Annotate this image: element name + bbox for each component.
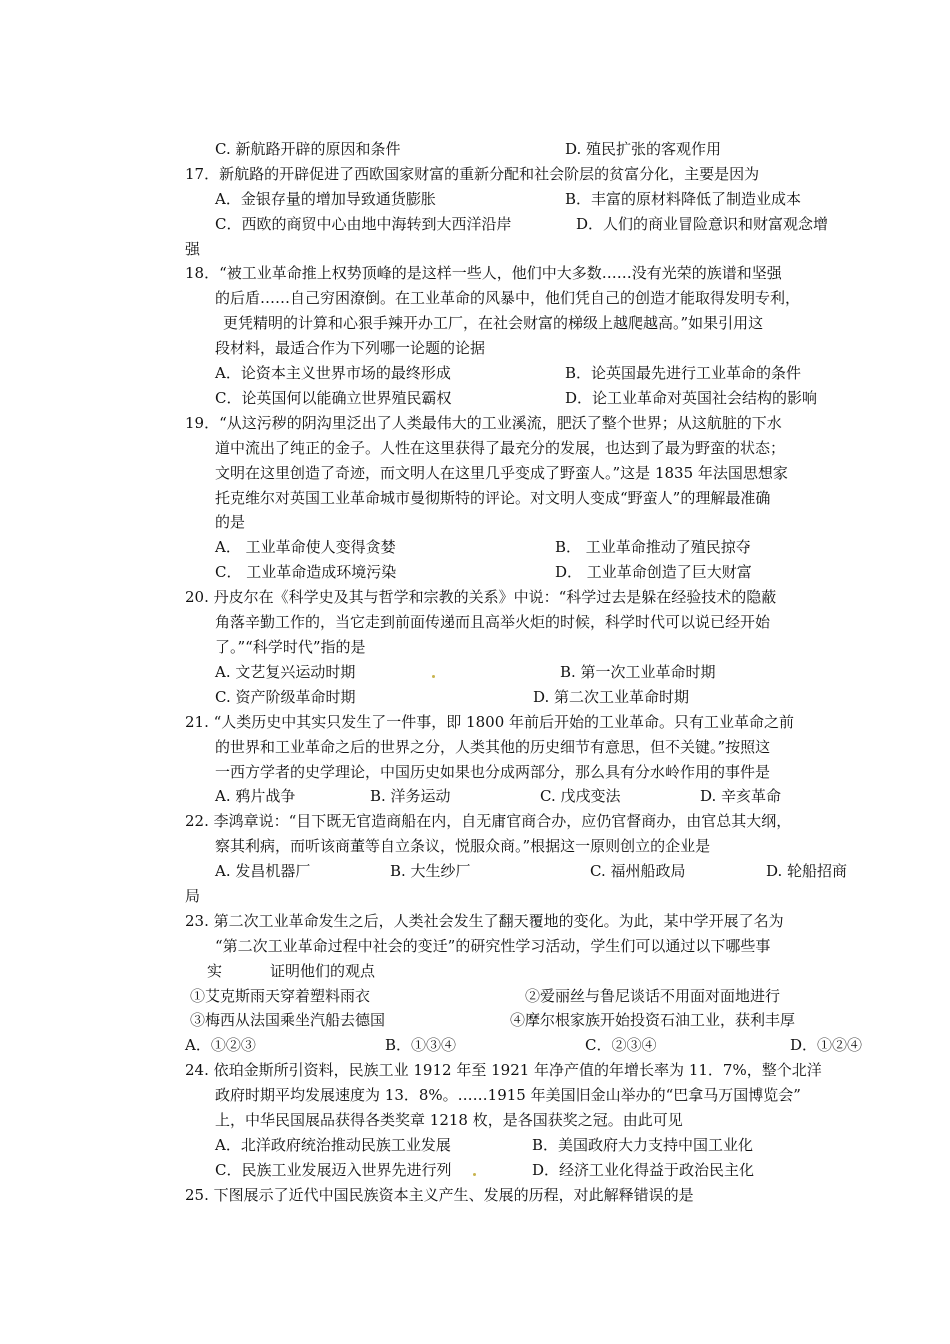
text-line: C. 戊戌变法 — [540, 787, 621, 805]
text-line: 19．“从这污秽的阴沟里泛出了人类最伟大的工业溪流，肥沃了整个世界；从这航脏的下水 — [185, 414, 782, 432]
text-line: A．①②③ — [185, 1036, 256, 1054]
text-line: B. 第一次工业革命时期 — [560, 663, 716, 681]
text-line: 22. 李鸿章说：“目下既无官造商船在内，自无庸官商合办，应仍官督商办，由官总其大纲， — [185, 812, 792, 830]
text-line: B. 大生纱厂 — [390, 862, 471, 880]
text-line: A. 鸦片战争 — [215, 787, 296, 805]
text-line: 上，中华民国展品获得各类奖章 1218 枚，是各国获奖之冠。由此可见 — [215, 1111, 683, 1129]
text-line: ①艾克斯雨天穿着塑料雨衣 — [190, 987, 371, 1005]
text-line: 托克维尔对英国工业革命城市曼彻斯特的评论。对文明人变成“野蛮人”的理解最准确 — [215, 489, 771, 507]
text-line: A. 发昌机器厂 — [215, 862, 311, 880]
text-line: A．金银存量的增加导致通货膨胀 — [215, 190, 436, 208]
text-line: C． 工业革命造成环境污染 — [215, 563, 397, 581]
text-line: B．丰富的原材料降低了制造业成本 — [565, 190, 802, 208]
text-line: 了。”“科学时代”指的是 — [215, 638, 366, 656]
text-line: A. 文艺复兴运动时期 — [215, 663, 356, 681]
text-line: D. 第二次工业革命时期 — [533, 688, 690, 706]
text-line: B. 洋务运动 — [370, 787, 451, 805]
text-line: D. 辛亥革命 — [700, 787, 782, 805]
text-line: 18．“被工业革命推上权势顶峰的是这样一些人，他们中大多数……没有光荣的族谱和坚强 — [185, 264, 782, 282]
text-line: 角落辛勤工作的，当它走到前面传递而且高举火炬的时候，科学时代可以说已经开始 — [215, 613, 771, 631]
text-line: C．西欧的商贸中心由地中海转到大西洋沿岸 — [215, 215, 512, 233]
text-line: 的是 — [215, 513, 246, 531]
text-line: B．美国政府大力支持中国工业化 — [532, 1136, 754, 1154]
text-line: D．论工业革命对英国社会结构的影响 — [565, 389, 818, 407]
text-line: 局 — [185, 887, 201, 905]
text-line: ③梅西从法国乘坐汽船去德国 — [190, 1011, 386, 1029]
text-line: 20. 丹皮尔在《科学史及其与哲学和宗教的关系》中说：“科学过去是躲在经验技术的隐蔽 — [185, 588, 777, 606]
text-line: 的世界和工业革命之后的世界之分，人类其他的历史细节有意思，但不关键。”按照这 — [215, 738, 771, 756]
text-line: B． 工业革命推动了殖民掠夺 — [555, 538, 751, 556]
text-line: “第二次工业革命过程中社会的变迁”的研究性学习活动，学生们可以通过以下哪些事 — [215, 937, 771, 955]
text-line: 24. 依珀金斯所引资料，民族工业 1912 年至 1921 年净产值的年增长率为 11．7%，整个北洋 — [185, 1061, 822, 1079]
text-line: C. 福州船政局 — [590, 862, 686, 880]
text-line: D．人们的商业冒险意识和财富观念增 — [576, 215, 829, 233]
text-line: 21. “人类历史中其实只发生了一件事，即 1800 年前后开始的工业革命。只有工业革命之前 — [185, 713, 795, 731]
text-line: 察其利病，而听该商董等自立条议，悦服众商。”根据这一原则创立的企业是 — [215, 837, 711, 855]
text-line: C．②③④ — [585, 1036, 657, 1054]
text-line: D. 轮船招商 — [766, 862, 848, 880]
text-line: 更凭精明的计算和心狠手辣开办工厂，在社会财富的梯级上越爬越高。”如果引用这 — [223, 314, 764, 332]
text-line: 的后盾……自己穷困潦倒。在工业革命的风暴中，他们凭自己的创造才能取得发明专利， — [215, 289, 801, 307]
text-line: C．论英国何以能确立世界殖民霸权 — [215, 389, 452, 407]
text-line: D．①②④ — [790, 1036, 863, 1054]
text-line: C. 新航路开辟的原因和条件 — [215, 140, 401, 158]
text-line: D． 工业革命创造了巨大财富 — [555, 563, 752, 581]
text-line: C. 资产阶级革命时期 — [215, 688, 356, 706]
text-line: 实 — [207, 962, 223, 980]
text-line: 25. 下图展示了近代中国民族资本主义产生、发展的历程，对此解释错误的是 — [185, 1186, 694, 1204]
text-line: D. 殖民扩张的客观作用 — [565, 140, 722, 158]
text-line: 23. 第二次工业革命发生之后，人类社会发生了翻天覆地的变化。为此，某中学开展了名为 — [185, 912, 784, 930]
speck-mark — [473, 1173, 476, 1176]
text-line: 强 — [185, 240, 201, 258]
text-line: 道中流出了纯正的金子。人性在这里获得了最充分的发展，也达到了最为野蛮的状态； — [215, 439, 786, 457]
text-line: 文明在这里创造了奇迹，而文明人在这里几乎变成了野蛮人。”这是 1835 年法国思想家 — [215, 464, 788, 482]
text-line: A． 工业革命使人变得贪婪 — [215, 538, 396, 556]
text-line: 证明他们的观点 — [270, 962, 376, 980]
text-line: D．经济工业化得益于政治民主化 — [532, 1161, 755, 1179]
text-line: ④摩尔根家族开始投资石油工业，获利丰厚 — [510, 1011, 796, 1029]
text-line: ②爱丽丝与鲁尼谈话不用面对面地进行 — [525, 987, 781, 1005]
text-line: A．北洋政府统治推动民族工业发展 — [215, 1136, 451, 1154]
speck-mark — [432, 675, 435, 678]
text-line: B．①③④ — [385, 1036, 457, 1054]
text-line: C．民族工业发展迈入世界先进行列 — [215, 1161, 452, 1179]
text-line: 政府时期平均发展速度为 13．8%。……1915 年美国旧金山举办的“巴拿马万国博览会” — [215, 1086, 801, 1104]
text-line: 段材料，最适合作为下列哪一论题的论据 — [215, 339, 486, 357]
text-line: 17．新航路的开辟促进了西欧国家财富的重新分配和社会阶层的贫富分化，主要是因为 — [185, 165, 760, 183]
text-line: B．论英国最先进行工业革命的条件 — [565, 364, 802, 382]
text-line: 一西方学者的史学理论，中国历史如果也分成两部分，那么具有分水岭作用的事件是 — [215, 763, 771, 781]
text-line: A．论资本主义世界市场的最终形成 — [215, 364, 451, 382]
